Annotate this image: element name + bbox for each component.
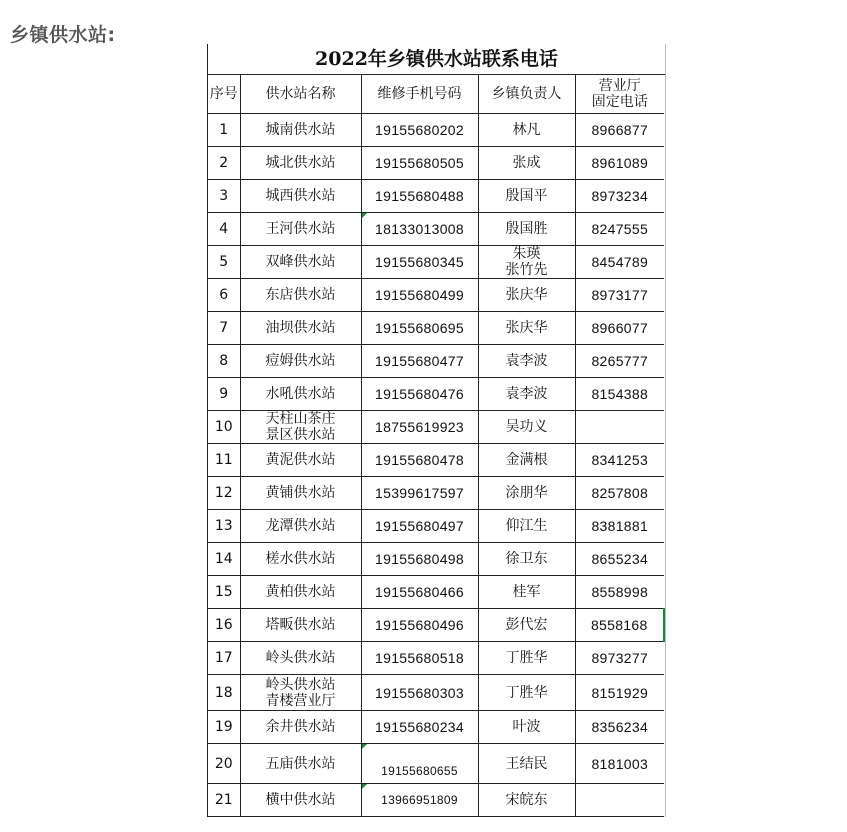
cell-no[interactable]: 11 [208,444,240,477]
cell-person-line: 涂朋华 [505,485,548,501]
cell-person[interactable] [478,180,575,213]
header-tel[interactable] [575,75,664,114]
cell-station-name-line: 黄泥供水站 [265,452,336,468]
cell-station-name-line: 城北供水站 [265,155,336,171]
cell-no[interactable]: 15 [208,576,240,609]
cell-office-tel[interactable]: 8341253 [575,444,664,477]
cell-station-name-line: 天柱山茶庄 [265,411,336,427]
table-row [208,246,664,279]
header-no[interactable]: 序号 [208,75,240,114]
cell-person[interactable] [478,642,575,675]
cell-repair-phone[interactable]: 19155680498 [361,543,478,576]
cell-station-name-line: 城西供水站 [265,188,336,204]
cell-no[interactable]: 2 [208,147,240,180]
cell-station-name[interactable] [240,609,361,642]
cell-station-name-line: 五庙供水站 [265,755,336,772]
table-row [208,378,664,411]
cell-office-tel[interactable]: 8558168 [575,609,664,642]
cell-station-name[interactable] [240,213,361,246]
table-row [208,345,664,378]
table-row [208,675,664,711]
cell-person-line: 殷国胜 [505,221,548,237]
cell-office-tel[interactable]: 8181003 [575,744,664,784]
cell-person-line: 袁李波 [505,386,548,402]
cell-person-line: 张成 [512,155,541,171]
table-row [208,147,664,180]
cell-repair-phone[interactable]: 19155680505 [361,147,478,180]
cell-repair-phone[interactable]: 19155680695 [361,312,478,345]
cell-person[interactable] [478,279,575,312]
cell-station-name[interactable] [240,246,361,279]
cell-station-name[interactable] [240,411,361,444]
cell-office-tel[interactable]: 8966877 [575,114,664,147]
cell-person[interactable] [478,246,575,279]
cell-no[interactable]: 8 [208,345,240,378]
cell-station-name[interactable] [240,312,361,345]
cell-station-name-line: 余井供水站 [265,719,336,735]
table-row [208,510,664,543]
contact-table [208,75,665,817]
cell-no[interactable]: 6 [208,279,240,312]
cell-repair-phone[interactable]: 19155680496 [361,609,478,642]
cell-station-name[interactable] [240,444,361,477]
cell-station-name-line: 景区供水站 [265,427,336,443]
spreadsheet-view [207,44,666,817]
cell-repair-phone[interactable]: 19155680478 [361,444,478,477]
cell-station-name[interactable] [240,477,361,510]
cell-person-line: 张庆华 [505,287,548,303]
cell-person[interactable] [478,543,575,576]
cell-person[interactable] [478,411,575,444]
cell-station-name-line: 龙潭供水站 [265,518,336,534]
cell-person-line: 徐卫东 [505,551,548,567]
cell-person[interactable] [478,675,575,711]
cell-no[interactable]: 7 [208,312,240,345]
cell-office-tel[interactable]: 8655234 [575,543,664,576]
cell-person-line: 叶波 [512,719,541,735]
cell-office-tel[interactable]: 8973277 [575,642,664,675]
cell-repair-phone[interactable]: 19155680476 [361,378,478,411]
cell-repair-phone[interactable]: 15399617597 [361,477,478,510]
cell-office-tel[interactable]: 8961089 [575,147,664,180]
cell-station-name-line: 油坝供水站 [265,320,336,336]
cell-repair-phone[interactable]: 19155680202 [361,114,478,147]
cell-repair-phone[interactable]: 18755619923 [361,411,478,444]
cell-station-name[interactable] [240,114,361,147]
cell-no[interactable]: 3 [208,180,240,213]
cell-station-name-line: 痘姆供水站 [265,353,336,369]
cell-person[interactable] [478,213,575,246]
cell-repair-phone[interactable]: 13966951809 [361,784,478,817]
table-row [208,576,664,609]
cell-repair-phone[interactable]: 19155680499 [361,279,478,312]
cell-no[interactable]: 19 [208,711,240,744]
cell-station-name[interactable] [240,279,361,312]
cell-office-tel[interactable]: 8381881 [575,510,664,543]
cell-station-name-line: 黄铺供水站 [265,485,336,501]
cell-office-tel[interactable]: 8356234 [575,711,664,744]
cell-station-name[interactable] [240,510,361,543]
cell-office-tel[interactable]: 8973234 [575,180,664,213]
cell-no[interactable]: 12 [208,477,240,510]
cell-repair-phone[interactable]: 19155680518 [361,642,478,675]
cell-no[interactable]: 16 [208,609,240,642]
cell-station-name[interactable] [240,675,361,711]
cell-person-line: 宋皖东 [505,792,548,808]
table-row [208,180,664,213]
cell-no[interactable]: 21 [208,784,240,817]
cell-repair-phone[interactable]: 19155680234 [361,711,478,744]
cell-no[interactable]: 4 [208,213,240,246]
cell-station-name-line: 岭头供水站 [265,650,336,666]
table-row [208,411,664,444]
cell-person[interactable] [478,510,575,543]
cell-station-name-line: 王河供水站 [265,221,336,237]
table-row [208,114,664,147]
cell-person-line: 朱瑛 [512,246,541,262]
cell-office-tel[interactable]: 8154388 [575,378,664,411]
cell-no[interactable]: 14 [208,543,240,576]
cell-person-line: 丁胜华 [505,684,548,701]
cell-office-tel[interactable]: 8973177 [575,279,664,312]
header-tel-line2: 固定电话 [591,94,648,110]
cell-repair-phone[interactable]: 19155680655 [361,744,478,784]
cell-station-name-line: 塔畈供水站 [265,617,336,633]
cell-office-tel[interactable]: 8454789 [575,246,664,279]
cell-person[interactable] [478,147,575,180]
cell-person-line: 殷国平 [505,188,548,204]
cell-office-tel[interactable]: 8247555 [575,213,664,246]
cell-office-tel[interactable] [575,411,664,444]
cell-person-line: 仰江生 [505,518,548,534]
cell-person-line: 张竹先 [505,262,548,278]
table-row [208,213,664,246]
cell-station-name[interactable] [240,744,361,784]
cell-person[interactable] [478,784,575,817]
table-row [208,477,664,510]
header-name[interactable]: 供水站名称 [240,75,361,114]
cell-person-line: 吴功义 [505,419,548,435]
cell-station-name[interactable] [240,784,361,817]
cell-person[interactable] [478,378,575,411]
table-row [208,744,664,784]
cell-station-name[interactable] [240,147,361,180]
cell-person-line: 丁胜华 [505,650,548,666]
table-title: 2022年乡镇供水站联系电话 [208,44,665,75]
cell-repair-phone[interactable]: 19155680345 [361,246,478,279]
table-row [208,784,664,817]
cell-no[interactable]: 1 [208,114,240,147]
table-row [208,711,664,744]
cell-person[interactable] [478,576,575,609]
cell-station-name-line: 水吼供水站 [265,386,336,402]
cell-station-name-line: 岭头供水站 [265,676,336,693]
cell-person-line: 林凡 [512,122,541,138]
cell-station-name-line: 东店供水站 [265,287,336,303]
cell-station-name-line: 青楼营业厅 [265,692,336,709]
cell-station-name[interactable] [240,642,361,675]
cell-no[interactable]: 17 [208,642,240,675]
cell-repair-phone[interactable]: 19155680477 [361,345,478,378]
table-body [208,114,664,817]
cell-office-tel[interactable]: 8265777 [575,345,664,378]
cell-office-tel[interactable]: 8966077 [575,312,664,345]
table-row [208,444,664,477]
table-row [208,312,664,345]
cell-station-name-line: 黄柏供水站 [265,584,336,600]
cell-person[interactable] [478,711,575,744]
cell-repair-phone[interactable]: 19155680497 [361,510,478,543]
cell-person-line: 王结民 [505,755,548,772]
cell-station-name-line: 槎水供水站 [265,551,336,567]
header-person[interactable]: 乡镇负责人 [478,75,575,114]
cell-repair-phone[interactable]: 18133013008 [361,213,478,246]
table-row [208,543,664,576]
cell-person-line: 金满根 [505,452,548,468]
cell-station-name[interactable] [240,711,361,744]
cell-person[interactable] [478,114,575,147]
header-tel-line1: 营业厅 [598,78,641,94]
cell-no[interactable]: 5 [208,246,240,279]
cell-no[interactable]: 20 [208,744,240,784]
cell-station-name[interactable] [240,345,361,378]
cell-station-name-line: 城南供水站 [265,122,336,138]
cell-person[interactable] [478,609,575,642]
cell-no[interactable]: 9 [208,378,240,411]
cell-person-line: 桂军 [512,584,541,600]
table-row [208,279,664,312]
cell-person[interactable] [478,312,575,345]
cell-no[interactable]: 18 [208,675,240,711]
header-row [208,75,664,114]
cell-no[interactable]: 10 [208,411,240,444]
cell-office-tel[interactable]: 8151929 [575,675,664,711]
cell-no[interactable]: 13 [208,510,240,543]
cell-person-line: 彭代宏 [505,617,548,633]
cell-station-name[interactable] [240,543,361,576]
cell-person[interactable] [478,477,575,510]
table-row [208,609,664,642]
cell-repair-phone[interactable]: 19155680303 [361,675,478,711]
cell-office-tel[interactable] [575,784,664,817]
cell-station-name-line: 横中供水站 [265,792,336,808]
cell-office-tel[interactable]: 8257808 [575,477,664,510]
cell-repair-phone[interactable]: 19155680488 [361,180,478,213]
cell-person[interactable] [478,345,575,378]
cell-person[interactable] [478,744,575,784]
header-phone[interactable]: 维修手机号码 [361,75,478,114]
table-row [208,642,664,675]
cell-person-line: 张庆华 [505,320,548,336]
cell-repair-phone[interactable]: 19155680466 [361,576,478,609]
cell-person-line: 袁李波 [505,353,548,369]
section-heading: 乡镇供水站: [10,24,116,46]
cell-person[interactable] [478,444,575,477]
cell-station-name[interactable] [240,576,361,609]
cell-station-name[interactable] [240,378,361,411]
cell-office-tel[interactable]: 8558998 [575,576,664,609]
cell-station-name[interactable] [240,180,361,213]
cell-station-name-line: 双峰供水站 [265,254,336,270]
